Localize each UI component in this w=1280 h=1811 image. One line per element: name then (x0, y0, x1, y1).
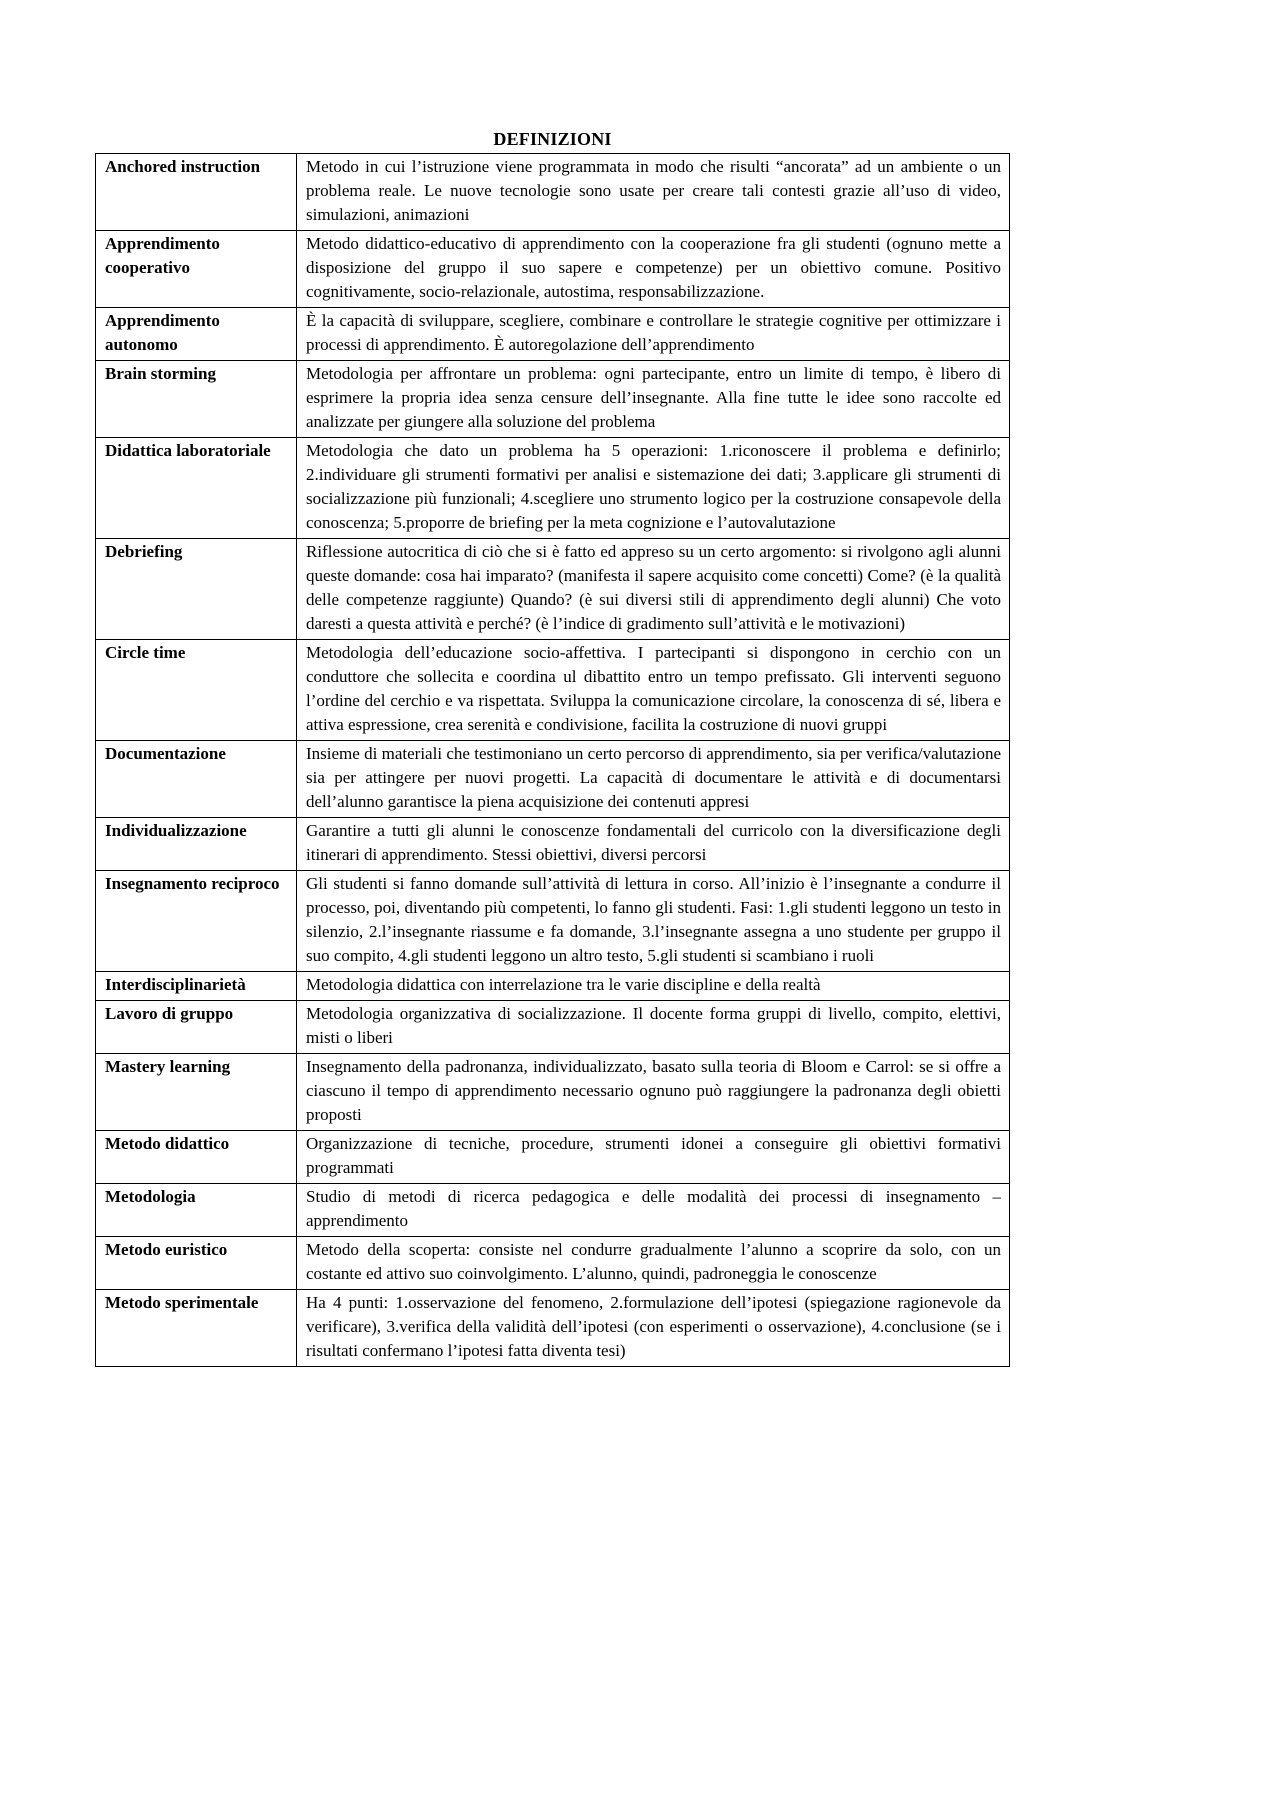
term-cell: Apprendimento cooperativo (96, 231, 297, 308)
definitions-table-body (96, 154, 1010, 1367)
definition-cell: Metodo didattico-educativo di apprendimento con la cooperazione fra gli studenti (ognuno mette a disposizione del gruppo il suo sapere e competenze) per un obiettivo comune. Positivo cognitivamente, socio-relazionale, autostima, responsabilizzazione. (297, 231, 1010, 308)
definition-cell: Organizzazione di tecniche, procedure, strumenti idonei a conseguire gli obiettivi formativi programmati (297, 1131, 1010, 1184)
term-cell: Metodologia (96, 1184, 297, 1237)
term-cell: Interdisciplinarietà (96, 972, 297, 1001)
definition-cell: Riflessione autocritica di ciò che si è fatto ed appreso su un certo argomento: si rivolgono agli alunni queste domande: cosa hai imparato? (manifesta il sapere acquisito come concetti) Come? (è la qualità delle competenze raggiunte) Quando? (è sui diversi stili di apprendimento degli alunni) Che voto daresti a questa attività e perché? (è l’indice di gradimento sull’attività e le motivazioni) (297, 539, 1010, 640)
definition-cell: Metodologia per affrontare un problema: ogni partecipante, entro un limite di tempo, è libero di esprimere la propria idea senza censure dell’insegnante. Alla fine tutte le idee sono raccolte ed analizzate per giungere alla soluzione del problema (297, 361, 1010, 438)
table-row (96, 308, 1010, 361)
term-cell: Debriefing (96, 539, 297, 640)
table-row (96, 231, 1010, 308)
term-cell: Brain storming (96, 361, 297, 438)
table-row (96, 1131, 1010, 1184)
term-cell: Circle time (96, 640, 297, 741)
term-cell: Individualizzazione (96, 818, 297, 871)
definitions-table (95, 153, 1010, 1367)
definition-cell: Metodologia didattica con interrelazione tra le varie discipline e della realtà (297, 972, 1010, 1001)
term-cell: Insegnamento reciproco (96, 871, 297, 972)
definition-cell: Metodologia organizzativa di socializzazione. Il docente forma gruppi di livello, compito, elettivi, misti o liberi (297, 1001, 1010, 1054)
table-row (96, 972, 1010, 1001)
definition-cell: Metodo della scoperta: consiste nel condurre gradualmente l’alunno a scoprire da solo, con un costante ed attivo suo coinvolgimento. L’alunno, quindi, padroneggia le conoscenze (297, 1237, 1010, 1290)
definition-cell: Insegnamento della padronanza, individualizzato, basato sulla teoria di Bloom e Carrol: se si offre a ciascuno il tempo di apprendimento necessario ognuno può raggiungere la padronanza degli obietti proposti (297, 1054, 1010, 1131)
term-cell: Anchored instruction (96, 154, 297, 231)
definition-cell: Insieme di materiali che testimoniano un certo percorso di apprendimento, sia per verifica/valutazione sia per attingere per nuovi progetti. La capacità di documentare le attività e di documentarsi dell’alunno garantisce la piena acquisizione dei contenuti appresi (297, 741, 1010, 818)
table-row (96, 1184, 1010, 1237)
table-row (96, 1290, 1010, 1367)
definition-cell: Gli studenti si fanno domande sull’attività di lettura in corso. All’inizio è l’insegnante a condurre il processo, poi, diventando più competenti, lo fanno gli studenti. Fasi: 1.gli studenti leggono un testo in silenzio, 2.l’insegnante riassume e fa domande, 3.l’insegnante assegna a uno studente per gruppo il suo compito, 4.gli studenti leggono un altro testo, 5.gli studenti si scambiano i ruoli (297, 871, 1010, 972)
table-row (96, 741, 1010, 818)
definition-cell: Metodologia dell’educazione socio-affettiva. I partecipanti si dispongono in cerchio con un conduttore che sollecita e coordina ul dibattito entro un tempo prefissato. Gli interventi seguono l’ordine del cerchio e va rispettata. Sviluppa la comunicazione circolare, la conoscenza di sé, libera e attiva espressione, crea serenità e condivisione, facilita la costruzione di nuovi gruppi (297, 640, 1010, 741)
term-cell: Lavoro di gruppo (96, 1001, 297, 1054)
table-row (96, 1054, 1010, 1131)
table-row (96, 154, 1010, 231)
table-row (96, 539, 1010, 640)
definition-cell: È la capacità di sviluppare, scegliere, combinare e controllare le strategie cognitive per ottimizzare i processi di apprendimento. È autoregolazione dell’apprendimento (297, 308, 1010, 361)
table-row (96, 1237, 1010, 1290)
table-row (96, 361, 1010, 438)
term-cell: Didattica laboratoriale (96, 438, 297, 539)
term-cell: Documentazione (96, 741, 297, 818)
definition-cell: Metodologia che dato un problema ha 5 operazioni: 1.riconoscere il problema e definirlo; 2.individuare gli strumenti formativi per analisi e sistemazione dei dati; 3.applicare gli strumenti di socializzazione più funzionali; 4.scegliere uno strumento logico per la costruzione consapevole della conoscenza; 5.proporre de briefing per la meta cognizione e l’autovalutazione (297, 438, 1010, 539)
term-cell: Metodo sperimentale (96, 1290, 297, 1367)
table-row (96, 640, 1010, 741)
term-cell: Mastery learning (96, 1054, 297, 1131)
table-row (96, 438, 1010, 539)
table-row (96, 871, 1010, 972)
table-row (96, 818, 1010, 871)
page-title: DEFINIZIONI (493, 129, 612, 149)
term-cell: Metodo euristico (96, 1237, 297, 1290)
term-cell: Metodo didattico (96, 1131, 297, 1184)
definition-cell: Metodo in cui l’istruzione viene programmata in modo che risulti “ancorata” ad un ambiente o un problema reale. Le nuove tecnologie sono usate per creare tali contesti grazie all’uso di video, simulazioni, animazioni (297, 154, 1010, 231)
definition-cell: Ha 4 punti: 1.osservazione del fenomeno, 2.formulazione dell’ipotesi (spiegazione ragionevole da verificare), 3.verifica della validità dell’ipotesi (con esperimenti o osservazione), 4.conclusione (se i risultati confermano l’ipotesi fatta diventa tesi) (297, 1290, 1010, 1367)
term-cell: Apprendimento autonomo (96, 308, 297, 361)
definition-cell: Garantire a tutti gli alunni le conoscenze fondamentali del curricolo con la diversificazione degli itinerari di apprendimento. Stessi obiettivi, diversi percorsi (297, 818, 1010, 871)
definition-cell: Studio di metodi di ricerca pedagogica e delle modalità dei processi di insegnamento – apprendimento (297, 1184, 1010, 1237)
table-row (96, 1001, 1010, 1054)
